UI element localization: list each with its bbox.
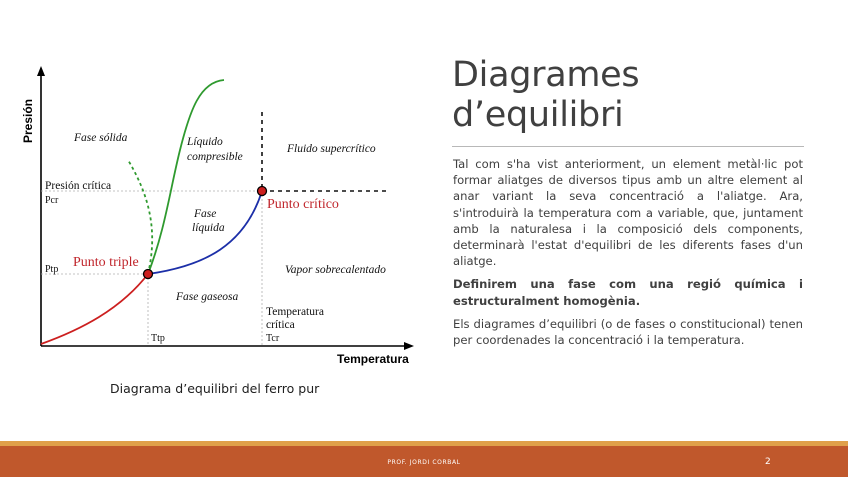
- diagram-caption: Diagrama d’equilibri del ferro pur: [110, 381, 320, 396]
- triple-temperature-symbol: Ttp: [151, 333, 165, 344]
- compressible-liquid-label-2: compresible: [187, 151, 243, 163]
- page-number: 2: [765, 457, 771, 467]
- axes: [41, 72, 408, 346]
- critical-point-label: Punto crítico: [267, 197, 339, 212]
- solid-phase-label: Fase sólida: [74, 132, 128, 144]
- supercritical-fluid-label: Fluido supercrítico: [287, 143, 376, 155]
- y-axis-arrowhead: [37, 66, 45, 76]
- critical-temperature-symbol: Tcr: [266, 333, 280, 344]
- superheated-vapor-label: Vapor sobrecalentado: [285, 264, 386, 276]
- triple-point-label: Punto triple: [73, 255, 139, 270]
- slide-body: [453, 156, 803, 355]
- gas-phase-label: Fase gaseosa: [176, 291, 239, 303]
- footer-author: PROF. JORDI CORBAL: [387, 459, 461, 466]
- triple-pressure-symbol: Ptp: [45, 264, 59, 275]
- liquid-phase-label: Fase: [194, 208, 217, 220]
- fusion-curve: [148, 80, 224, 274]
- compressible-liquid-label: Líquido: [187, 136, 223, 148]
- critical-temperature-label-2: crítica: [266, 319, 295, 331]
- intro-paragraph: Tal com s'ha vist anteriorment, un element metàl·lic pot formar aliatges de diversos tipus amb un altre element al anar variant la seva concentració a l'aliatge. Ara, s'introduirà la temperatura com a variable, que, juntament amb la naturalesa i la composició dels components, determinarà l'estat d'equilibri de les diferents fases d'un aliatge.: [453, 157, 803, 269]
- x-axis-arrowhead: [404, 342, 414, 350]
- x-axis-title: Temperatura: [337, 352, 409, 366]
- diagram-description-paragraph: Els diagrames d’equilibri (o de fases o constitucional) tenen per coordenades la concentració i la temperatura.: [453, 316, 803, 348]
- phase-diagram: [0, 0, 430, 380]
- critical-point-marker: [258, 187, 267, 196]
- slide-title: Diagrames d’equilibri: [452, 55, 640, 135]
- y-axis-title: Presión: [21, 98, 35, 143]
- title-divider: [452, 146, 804, 147]
- liquid-phase-label-2: líquida: [192, 222, 225, 234]
- phase-definition-paragraph: Definirem una fase com una regió química i estructuralment homogènia.: [453, 277, 803, 308]
- sublimation-curve: [41, 274, 148, 344]
- triple-point-marker: [144, 270, 153, 279]
- critical-pressure-label: Presión crítica: [45, 180, 112, 192]
- critical-pressure-symbol: Pcr: [45, 195, 59, 206]
- critical-temperature-label: Temperatura: [266, 306, 324, 318]
